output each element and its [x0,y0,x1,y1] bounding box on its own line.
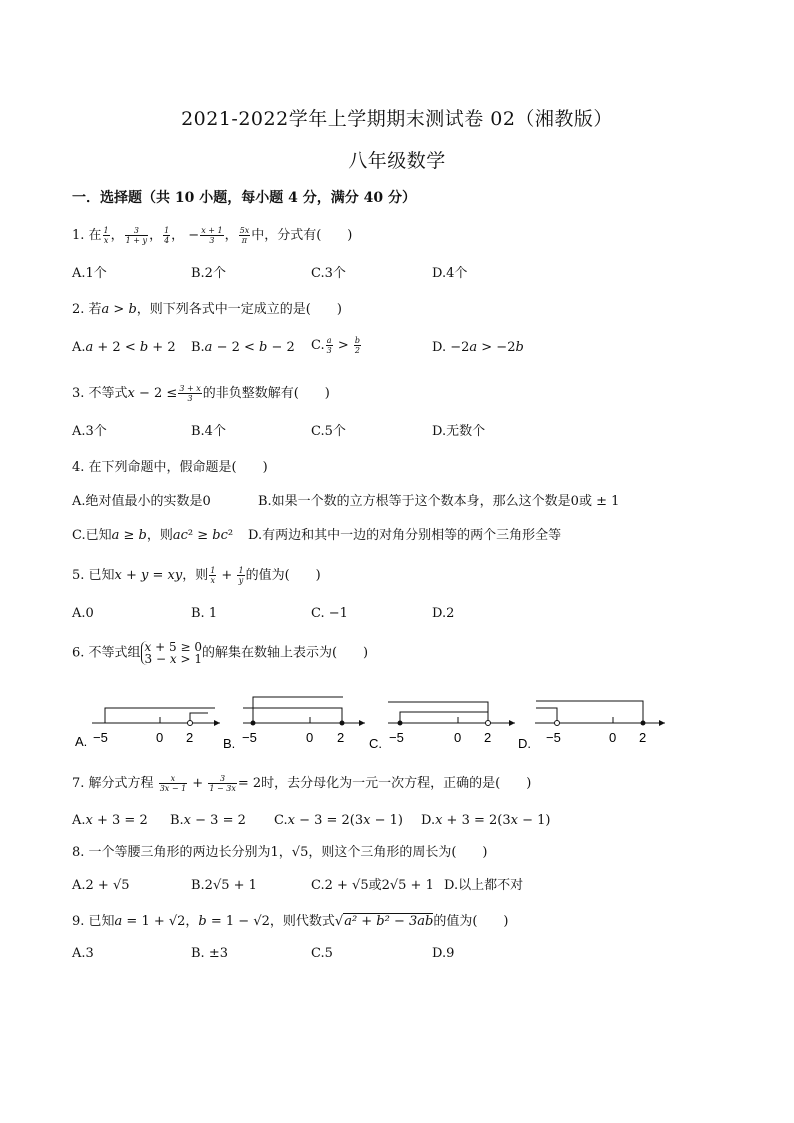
question-4: 4. 在下列命题中，假命题是( ) [72,460,268,475]
tick-label: −5 [546,730,561,745]
number-line-options [60,688,680,758]
tick-label: 0 [306,730,314,745]
q4-option-d: D.有两边和其中一边的对角分别相等的两个三角形全等 [248,528,562,543]
q1-fraction-2: $\frac{3}{1 + y}$ [125,226,148,245]
q9-option-b: B. ±3 [191,946,228,961]
exam-subtitle: 八年级数学 [348,150,446,172]
q9-option-d: D.9 [432,946,455,961]
q8-option-c: C.2 + √5或2√5 + 1 [311,878,434,893]
q1-option-a: A.1个 [72,266,107,281]
q2-option-d: D. −2𝑎 > −2𝑏 [432,340,524,355]
q1-option-d: D.4个 [432,266,468,281]
number-line-b [223,697,365,751]
q5-option-b: B. 1 [191,606,218,621]
q1-fraction-1: $\frac{1}{x}$ [103,226,109,245]
question-6: 6. 不等式组 𝑥 + 5 ≥ 0 3 − 𝑥 > 1 的解集在数轴上表示为( ) [72,640,369,666]
q5-fraction-1: $\frac{1}{\text{𝑥}}$ [210,566,216,585]
question-7: 7. 解分式方程 $\frac{\text{𝑥}}{\text{3𝑥 − 1}}$ + $\frac{3}{\text{1 − 3𝑥}}$ = 2时，去分母化为一元一次方程，正确的是( ) [72,774,532,793]
q4-option-a: A.绝对值最小的实数是0 [72,494,211,509]
q5-option-a: A.0 [72,606,94,621]
q1-fraction-4: $\frac{x + 1}{3}$ [201,226,223,245]
option-label-b: B. [223,736,236,751]
tick-label: −5 [242,730,257,745]
question-5: 5. 已知𝑥 + 𝑦 = 𝑥𝑦，则 $\frac{1}{\text{𝑥}}$ + $\frac{1}{\text{𝑦}}$ 的值为( ) [72,566,321,585]
tick-label: −5 [93,730,108,745]
tick-label: 2 [186,730,194,745]
q3-fraction: $\frac{\text{3 + 𝑥}}{3}$ [179,384,201,403]
question-9: 9. 已知𝑎 = 1 + √2，𝑏 = 1 − √2，则代数式√𝑎² + 𝑏² − 3𝑎𝑏的值为( ) [72,914,509,929]
number-line-d [518,701,665,751]
q2-option-b: B.𝑎 − 2 < 𝑏 − 2 [191,340,295,355]
q3-option-c: C.5个 [311,424,346,439]
q5-fraction-2: $\frac{1}{\text{𝑦}}$ [238,566,244,585]
tick-label: 2 [484,730,492,745]
q8-option-d: D.以上都不对 [444,878,524,893]
q7-option-a: A.𝑥 + 3 = 2 [72,813,148,828]
question-3: 3. 不等式𝑥 − 2 ≤ $\frac{\text{3 + 𝑥}}{3}$ 的非负整数解有( ) [72,384,330,403]
q1-prefix: 1. 在 [72,228,102,243]
q9-option-c: C.5 [311,946,333,961]
q7-fraction-1: $\frac{\text{𝑥}}{\text{3𝑥 − 1}}$ [159,774,187,793]
q1-fraction-3: $\frac{1}{4}$ [164,226,170,245]
q5-option-c: C. −1 [311,606,348,621]
q8-option-b: B.2√5 + 1 [191,878,257,893]
question-1: 1. 在 $\frac{1}{x}$ ， $\frac{3}{1 + y}$ ， $\frac{1}{4}$ ， − $\frac{x + 1}{3}$ ， $\frac{5x}{\pi}$ 中，分式有( ) [72,226,353,245]
question-2: 2. 若𝑎 > 𝑏，则下列各式中一定成立的是( ) [72,302,342,317]
q8-option-a: A.2 + √5 [72,878,130,893]
section-heading: 一．选择题（共 10 小题，每小题 4 分，满分 40 分） [72,190,416,206]
q3-option-b: B.4个 [191,424,226,439]
option-label-d: D. [518,736,531,751]
q2-option-a: A.𝑎 + 2 < 𝑏 + 2 [72,340,176,355]
q1-fraction-5: $\frac{5x}{\pi}$ [239,226,250,245]
number-line-a [75,708,220,749]
tick-label: −5 [389,730,404,745]
q7-option-d: D.𝑥 + 3 = 2(3𝑥 − 1) [421,813,551,828]
option-label-c: C. [369,736,382,751]
tick-label: 2 [639,730,647,745]
q3-option-a: A.3个 [72,424,107,439]
question-8: 8. 一个等腰三角形的两边长分别为1，√5，则这个三角形的周长为( ) [72,845,488,860]
q5-option-d: D.2 [432,606,455,621]
q9-option-a: A.3 [72,946,94,961]
q7-fraction-2: $\frac{3}{\text{1 − 3𝑥}}$ [209,774,236,793]
q3-option-d: D.无数个 [432,424,486,439]
q2-option-c: C. $\frac{\text{𝑎}}{3}$ > $\frac{\text{𝑏}}{2}$ [311,336,361,355]
inequality-system: 𝑥 + 5 ≥ 0 3 − 𝑥 > 1 [141,641,202,665]
q7-option-b: B.𝑥 − 3 = 2 [170,813,246,828]
option-label-a: A. [75,734,88,749]
q1-suffix: 中，分式有( ) [251,228,353,243]
number-line-c [369,702,515,751]
q1-option-c: C.3个 [311,266,346,281]
q4-option-b: B.如果一个数的立方根等于这个数本身，那么这个数是0或 ± 1 [258,494,620,509]
q1-option-b: B.2个 [191,266,226,281]
q9-radicand: 𝑎² + 𝑏² − 3𝑎𝑏 [344,914,434,929]
tick-label: 0 [156,730,164,745]
q7-option-c: C.𝑥 − 3 = 2(3𝑥 − 1) [274,813,403,828]
q4-option-c: C.已知𝑎 ≥ 𝑏，则𝑎𝑐² ≥ 𝑏𝑐² [72,528,234,543]
exam-title: 2021-2022学年上学期期末测试卷 02（湘教版） [181,108,613,130]
tick-label: 2 [337,730,345,745]
tick-label: 0 [454,730,462,745]
tick-label: 0 [609,730,617,745]
